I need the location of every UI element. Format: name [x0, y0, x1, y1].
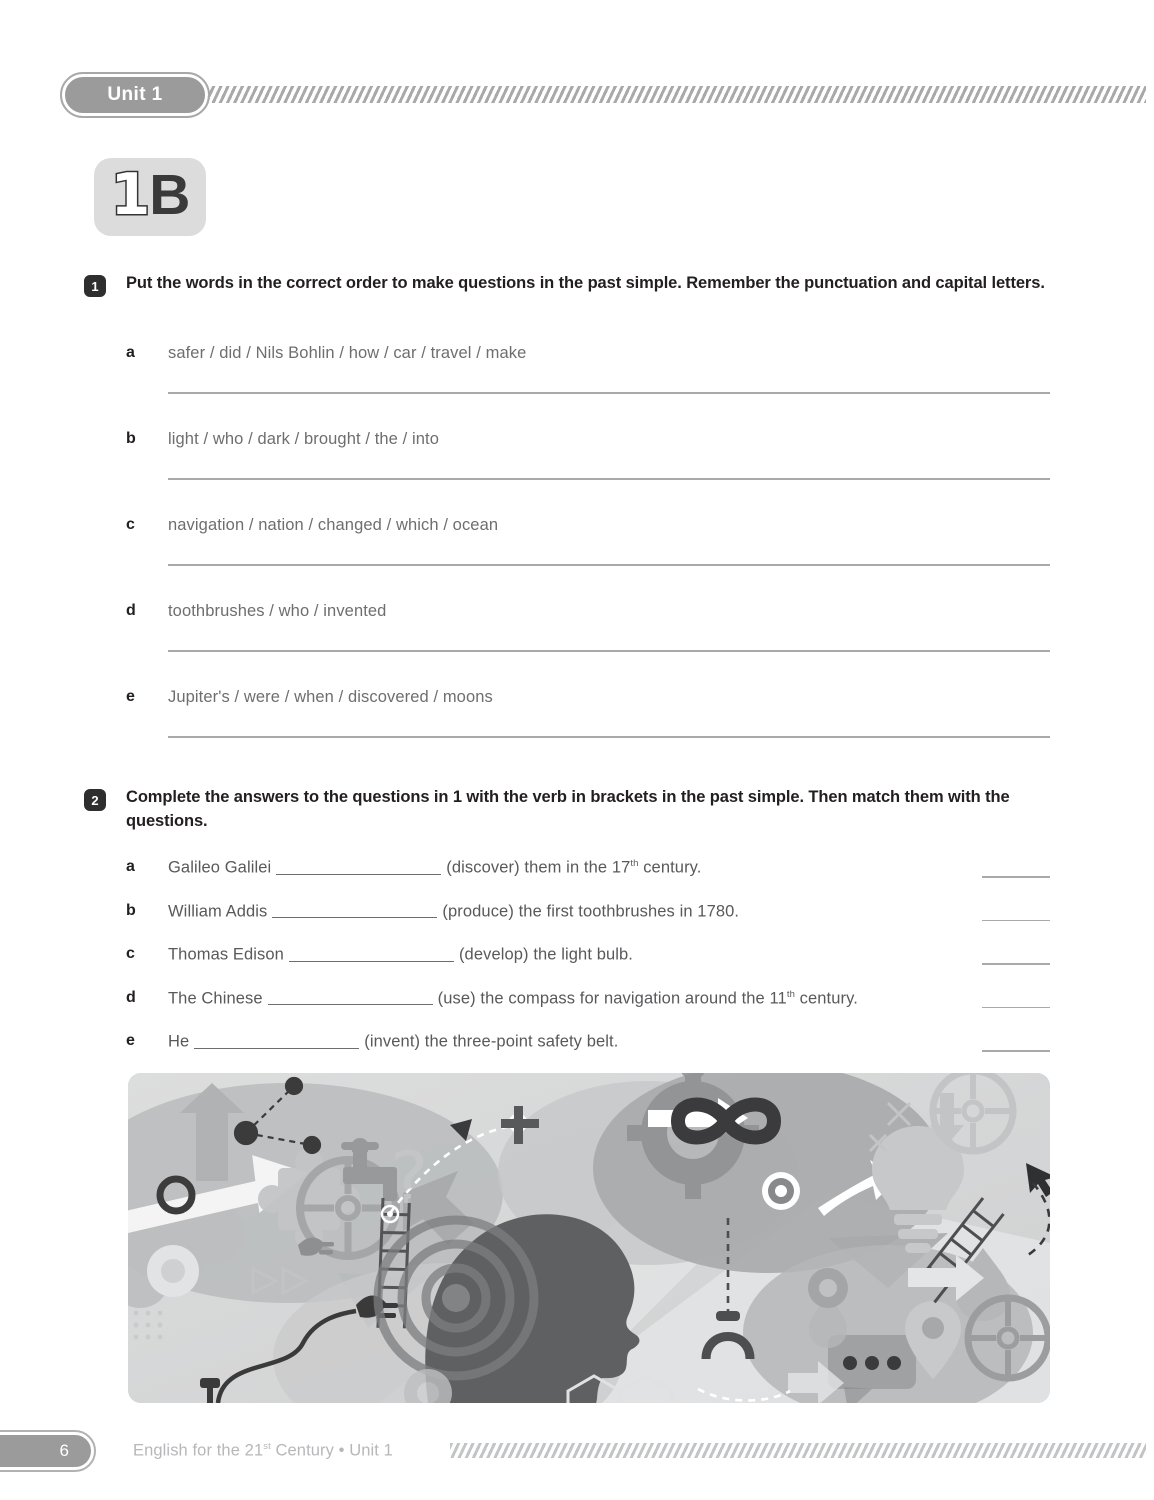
match-blank[interactable]: [982, 876, 1050, 878]
verb-blank[interactable]: [276, 861, 441, 875]
list-item: [0, 516, 1154, 602]
item-letter: b: [126, 430, 136, 447]
item-letter: d: [126, 602, 136, 619]
lesson-number: 1: [110, 161, 150, 228]
verb-blank[interactable]: [268, 991, 433, 1005]
innovation-illustration: [128, 1073, 1050, 1403]
list-item: [0, 945, 1154, 989]
lesson-badge-text: [110, 161, 190, 228]
exercise-2-number: 2: [84, 789, 106, 811]
match-blank[interactable]: [982, 1007, 1050, 1009]
sentence-after: (discover) them in the 17: [446, 858, 631, 877]
sentence-before: Galileo Galilei: [168, 858, 272, 877]
verb-blank[interactable]: [272, 904, 437, 918]
unit-badge: [62, 74, 208, 116]
item-sentence: [168, 1032, 618, 1052]
item-prompt: light / who / dark / brought / the / into: [168, 430, 439, 448]
item-prompt: safer / did / Nils Bohlin / how / car / travel / make: [168, 344, 527, 362]
item-sentence: [168, 902, 739, 922]
exercise-2-items: [0, 858, 1154, 1076]
lesson-letter: B: [149, 162, 190, 227]
item-sentence: [168, 945, 633, 965]
item-letter: a: [126, 858, 135, 875]
sentence-tail: century.: [638, 858, 702, 877]
match-blank[interactable]: [982, 963, 1050, 965]
list-item: [0, 858, 1154, 902]
item-letter: e: [126, 688, 135, 705]
page-number-badge: [0, 1432, 94, 1470]
list-item: [0, 344, 1154, 430]
footer-text-before: English for the 21: [133, 1441, 264, 1460]
item-sentence: [168, 858, 701, 878]
unit-badge-label: Unit 1: [107, 84, 163, 105]
sentence-tail: century.: [794, 989, 858, 1007]
sentence-after: (invent) the three-point safety belt.: [364, 1032, 619, 1051]
sentence-before: William Addis: [168, 902, 268, 920]
sentence-before: The Chinese: [168, 989, 263, 1007]
footer-caption: [133, 1441, 393, 1461]
footer-hatch-decoration: [450, 1443, 1146, 1458]
answer-line[interactable]: [168, 478, 1050, 480]
list-item: [0, 602, 1154, 688]
item-letter: d: [126, 988, 136, 1006]
header-hatch-decoration: [205, 86, 1146, 103]
page-footer: [0, 1432, 1154, 1478]
item-letter: e: [126, 1032, 135, 1049]
verb-blank[interactable]: [194, 1035, 359, 1049]
ordinal-suffix: th: [786, 988, 795, 1000]
answer-line[interactable]: [168, 564, 1050, 566]
item-letter: a: [126, 344, 135, 361]
verb-blank[interactable]: [289, 948, 454, 962]
footer-text-after: Century • Unit 1: [270, 1441, 393, 1460]
svg-text:?: ?: [390, 1136, 429, 1220]
item-prompt: toothbrushes / who / invented: [168, 602, 387, 620]
list-item: [0, 989, 1154, 1033]
list-item: [0, 688, 1154, 774]
sentence-before: He: [168, 1032, 190, 1051]
lesson-badge: [94, 158, 206, 236]
item-prompt: navigation / nation / changed / which / ocean: [168, 516, 499, 534]
exercise-1-instruction: Put the words in the correct order to make questions in the past simple. Remember the punctuation and capital letters.: [126, 274, 1045, 292]
ordinal-suffix: th: [630, 858, 639, 869]
item-letter: c: [126, 516, 135, 533]
item-letter: b: [126, 901, 136, 919]
exercise-2-instruction: Complete the answers to the questions in 1 with the verb in brackets in the past simple. Then match them with the questions.: [126, 788, 1010, 830]
illustration-graphic: [128, 1073, 1050, 1403]
sentence-before: Thomas Edison: [168, 945, 284, 964]
list-item: [0, 430, 1154, 516]
answer-line[interactable]: [168, 650, 1050, 652]
page-header: [0, 74, 1154, 116]
item-prompt: Jupiter's / were / when / discovered / moons: [168, 688, 493, 706]
sentence-after: (use) the compass for navigation around the 11: [437, 989, 787, 1007]
page-number: 6: [59, 1441, 69, 1460]
sentence-after: (produce) the first toothbrushes in 1780.: [442, 902, 740, 920]
footer-ordinal: st: [263, 1441, 271, 1452]
list-item: [0, 1032, 1154, 1076]
match-blank[interactable]: [982, 1050, 1050, 1052]
exercise-1-items: [0, 344, 1154, 774]
item-sentence: [168, 989, 858, 1009]
answer-line[interactable]: [168, 392, 1050, 394]
answer-line[interactable]: [168, 736, 1050, 738]
match-blank[interactable]: [982, 920, 1050, 922]
sentence-after: (develop) the light bulb.: [458, 945, 633, 964]
exercise-1-number: 1: [84, 275, 106, 297]
list-item: [0, 902, 1154, 946]
item-letter: c: [126, 945, 135, 962]
